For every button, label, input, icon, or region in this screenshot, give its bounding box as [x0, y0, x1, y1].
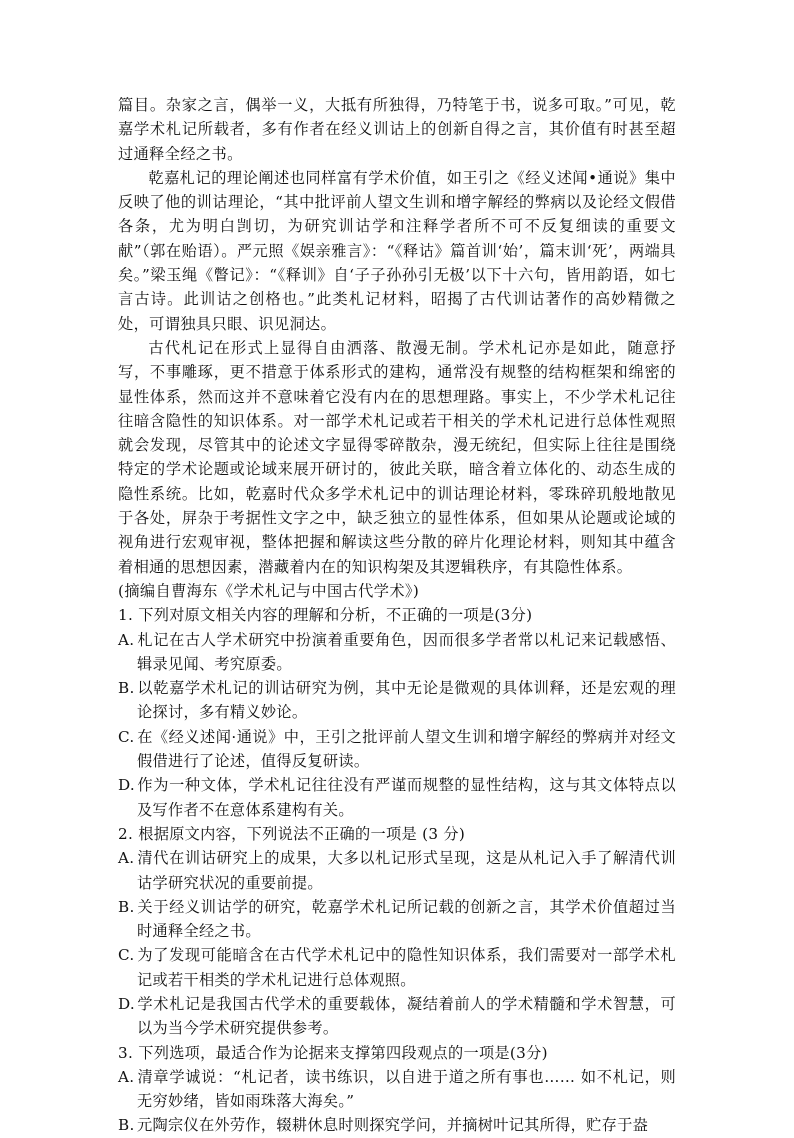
option-text: 元陶宗仪在外劳作，辍耕休息时则探究学问，并摘树叶记其所得，贮存于盎	[137, 1116, 649, 1135]
question-3	[118, 1041, 676, 1138]
option-b	[118, 1113, 676, 1137]
option-letter: C.	[118, 727, 135, 746]
option-letter: D.	[118, 994, 136, 1013]
option-text: 以乾嘉学术札记的训诂研究为例，其中无论是微观的具体训释，还是宏观的理论探讨，多有精义妙论。	[137, 679, 676, 722]
option-text: 关于经义训诂学的研究，乾嘉学术札记所记载的创新之言，其学术价值超过当时通释全经之书。	[137, 897, 676, 941]
question-stem: 1. 下列对原文相关内容的理解和分析，不正确的一项是(3分)	[118, 606, 533, 625]
option-text: 清章学诚说：“札记者，读书练识，以自进于道之所有事也…… 如不札记，则无穷妙绪，皆如雨珠落大海矣。”	[137, 1067, 676, 1111]
option-text: 作为一种文体，学术札记往往没有严谨而规整的显性结构，这与其文体特点以及写作者不在意体系建构有关。	[137, 776, 676, 819]
option-letter: A.	[118, 630, 135, 649]
option-c	[118, 943, 676, 992]
passage-paragraph-2: 乾嘉札记的理论阐述也同样富有学术价值，如王引之《经义述闻•通说》集中反映了他的训诂理论，“其中批评前人望文生训和增字解经的弊病以及论经文假借各条，尤为明白剀切，为研究训诂学和注释学者所不可不反复细读的重要文献”（郭在贻语）。严元照《娱亲雅言》：“《释诂》篇首训‘始’，篇末训‘死’，两端具矣。”梁玉绳《瞥记》：“《释训》自‘子子孙孙引无极’以下十六句，皆用韵语，如七言古诗。此训诂之创格也。”此类札记材料，昭揭了古代训诂著作的高妙精微之处，可谓独具只眼、识见洞达。	[118, 168, 676, 333]
question-stem: 3. 下列选项，最适合作为论据来支撑第四段观点的一项是(3分)	[118, 1043, 548, 1062]
question-2	[118, 822, 676, 1041]
option-b	[118, 895, 676, 944]
reading-passage	[118, 93, 676, 603]
question-stem: 2. 根据原文内容，下列说法不正确的一项是 (3 分)	[118, 824, 466, 843]
option-letter: D.	[118, 776, 136, 795]
option-text: 清代在训诂研究上的成果，大多以札记形式呈现，这是从札记入手了解清代训诂学研究状况的重要前提。	[137, 849, 676, 892]
option-a	[118, 1065, 676, 1114]
option-letter: B.	[118, 679, 135, 698]
option-letter: A.	[118, 1067, 135, 1086]
source-attribution: (摘编自曹海东《学术札记与中国古代学术》)	[118, 581, 420, 600]
option-text: 在《经义述闻·通说》中，王引之批评前人望文生训和增字解经的弊病并对经文假借进行了论述，值得反复研读。	[137, 727, 676, 771]
option-letter: C.	[118, 946, 135, 965]
option-text: 学术札记是我国古代学术的重要载体，凝结着前人的学术精髓和学术智慧，可以为当今学术研究提供参考。	[137, 994, 676, 1038]
question-1	[118, 603, 676, 822]
option-c	[118, 725, 676, 774]
option-letter: B.	[118, 1116, 135, 1135]
option-d	[118, 773, 676, 822]
option-text: 为了发现可能暗含在古代学术札记中的隐性知识体系，我们需要对一部学术札记或若干相类的学术札记进行总体观照。	[137, 946, 676, 989]
option-b	[118, 676, 676, 725]
option-a	[118, 846, 676, 895]
passage-paragraph-1: 篇目。杂家之言，偶举一义，大抵有所独得，乃特笔于书，说多可取。”可见，乾嘉学术札记所载者，多有作者在经义训诂上的创新自得之言，其价值有时甚至超过通释全经之书。	[118, 96, 676, 163]
option-letter: B.	[118, 897, 135, 916]
option-a	[118, 628, 676, 677]
option-text: 札记在古人学术研究中扮演着重要角色，因而很多学者常以札记来记载感悟、辑录见闻、考究原委。	[137, 630, 676, 673]
option-d	[118, 992, 676, 1041]
option-letter: A.	[118, 849, 135, 868]
passage-paragraph-3: 古代札记在形式上显得自由洒落、散漫无制。学术札记亦是如此，随意抒写，不事雕琢，更不措意于体系形式的建构，通常没有规整的结构框架和绵密的显性体系，然而这并不意味着它没有内在的思想理路。事实上，不少学术札记往往暗含隐性的知识体系。对一部学术札记或若干相关的学术札记进行总体性观照就会发现，尽管其中的论述文字显得零碎散杂，漫无统纪，但实际上往往是围绕特定的学术论题或论域来展开研讨的，彼此关联，暗含着立体化的、动态生成的隐性系统。比如，乾嘉时代众多学术札记中的训诂理论材料，零珠碎玑般地散见于各处，屏杂于考据性文字之中，缺乏独立的显性体系，但如果从论题或论域的视角进行宏观审视，整体把握和解读这些分散的碎片化理论材料，则知其中蕴含着相通的思想因素，潜藏着内在的知识构架及其逻辑秩序，有其隐性体系。	[118, 338, 676, 576]
